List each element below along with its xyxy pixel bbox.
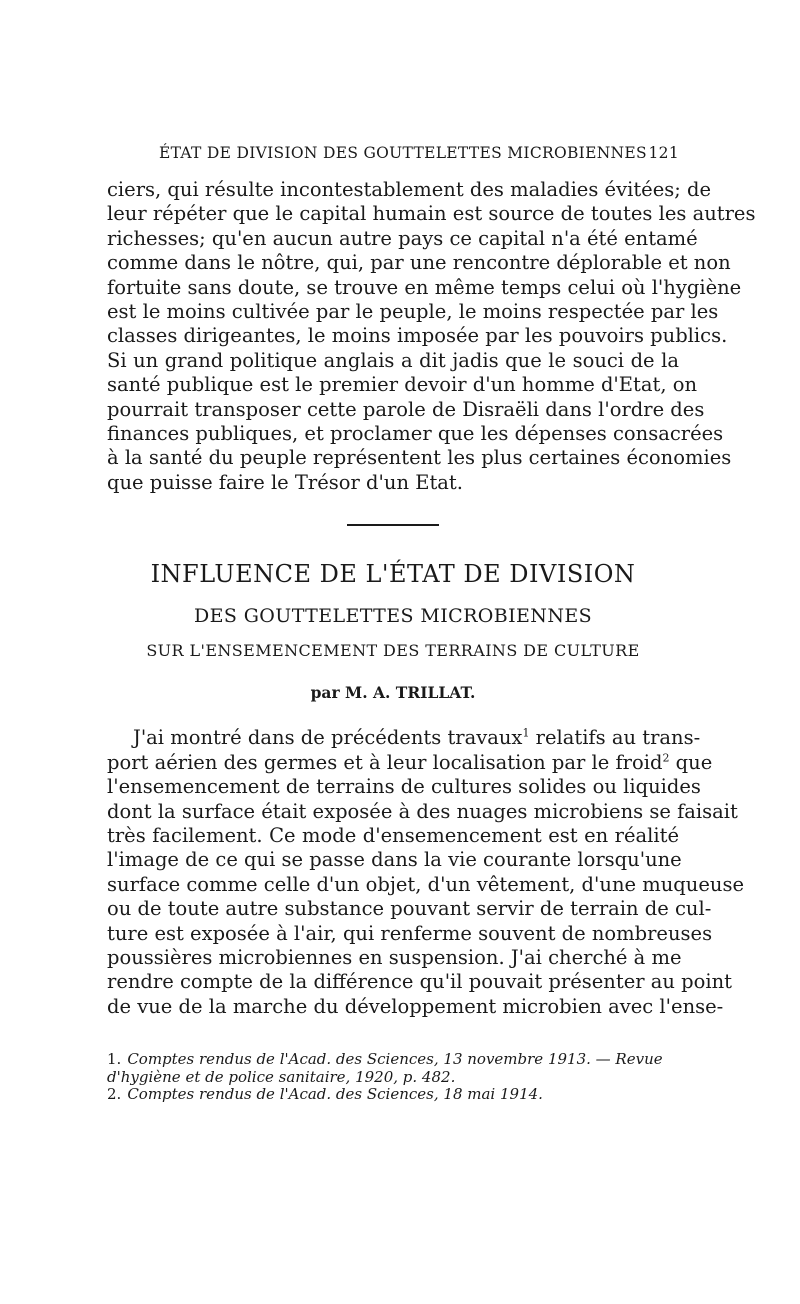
article-subtitle: DES GOUTTELETTES MICROBIENNES bbox=[193, 605, 593, 628]
text-line: est le moins cultivée par le peuple, le moins respectée par les bbox=[107, 300, 719, 324]
footnote-ref: 1 bbox=[522, 726, 530, 740]
footnotes bbox=[107, 1051, 679, 1104]
text-line: très facilement. Ce mode d'ensemencement est en réalité bbox=[107, 823, 679, 847]
text-line: Si un grand politique anglais a dit jadis que le souci de la bbox=[107, 348, 679, 372]
text-line: ou de toute autre substance pouvant servir de terrain de cul- bbox=[107, 897, 712, 921]
text-line bbox=[107, 750, 713, 775]
second-paragraph bbox=[107, 726, 744, 1019]
text-fragment: relatifs au trans- bbox=[529, 726, 701, 750]
text-line bbox=[107, 726, 701, 750]
footnote-number: 2. bbox=[107, 1085, 122, 1104]
text-line: fortuite sans doute, se trouve en même temps celui où l'hygiène bbox=[107, 275, 742, 299]
text-line: dont la surface était exposée à des nuages microbiens se faisait bbox=[107, 799, 738, 823]
text-line: leur répéter que le capital humain est source de toutes les autres bbox=[107, 202, 756, 226]
text-line: que puisse faire le Trésor d'un Etat. bbox=[107, 470, 463, 494]
text-line: finances publiques, et proclamer que les dépenses consacrées bbox=[107, 422, 724, 446]
section-separator-rule bbox=[347, 524, 439, 526]
text-line: ciers, qui résulte incontestablement des maladies évitées; de bbox=[107, 178, 712, 201]
text-fragment: port aérien des germes et à leur localisation par le froid bbox=[107, 750, 663, 774]
text-line: pourrait transposer cette parole de Disraëli dans l'ordre des bbox=[107, 397, 705, 421]
footnote-text: Comptes rendus de l'Acad. des Sciences, 18 mai 1914. bbox=[127, 1085, 543, 1104]
text-line: poussières microbiennes en suspension. J'ai cherché à me bbox=[107, 945, 682, 969]
footnote-number: 1. bbox=[107, 1050, 122, 1069]
running-head-title: ÉTAT DE DIVISION DES GOUTTELETTES MICROBIENNES bbox=[159, 144, 647, 162]
article-subtitle-2: SUR L'ENSEMENCEMENT DES TERRAINS DE CULTURE bbox=[146, 641, 640, 661]
text-line: comme dans le nôtre, qui, par une rencontre déplorable et non bbox=[107, 251, 731, 275]
book-page bbox=[107, 144, 756, 1104]
text-fragment: J'ai montré dans de précédents travaux bbox=[133, 726, 523, 750]
first-paragraph bbox=[107, 178, 756, 495]
text-line: à la santé du peuple représentent les plus certaines économies bbox=[107, 446, 732, 470]
text-line: richesses; qu'en aucun autre pays ce capital n'a été entamé bbox=[107, 226, 698, 250]
footnote-text: d'hygiène et de police sanitaire, 1920, p. 482. bbox=[107, 1067, 456, 1086]
text-line: de vue de la marche du développement microbien avec l'ense- bbox=[107, 994, 724, 1018]
footnote-1 bbox=[107, 1051, 679, 1069]
footnote-text: Comptes rendus de l'Acad. des Sciences, 13 novembre 1913. — Revue bbox=[127, 1050, 663, 1069]
text-line: rendre compte de la différence qu'il pouvait présenter au point bbox=[107, 970, 732, 994]
footnote-2 bbox=[107, 1086, 679, 1104]
running-head bbox=[107, 144, 679, 170]
text-line: l'ensemencement de terrains de cultures solides ou liquides bbox=[107, 775, 701, 799]
text-line: classes dirigeantes, le moins imposée par les pouvoirs publics. bbox=[107, 324, 728, 348]
text-line: surface comme celle d'un objet, d'un vêtement, d'une muqueuse bbox=[107, 872, 744, 896]
text-line: l'image de ce qui se passe dans la vie courante lorsqu'une bbox=[107, 848, 682, 872]
text-fragment: que bbox=[669, 750, 713, 774]
text-line: santé publique est le premier devoir d'un homme d'Etat, on bbox=[107, 373, 698, 397]
footnote-ref: 2 bbox=[662, 751, 670, 765]
article-author: par M. A. TRILLAT. bbox=[310, 683, 476, 703]
page-number: 121 bbox=[648, 144, 679, 162]
text-line: ture est exposée à l'air, qui renferme souvent de nombreuses bbox=[107, 921, 713, 945]
footnote-1-continuation bbox=[107, 1069, 679, 1087]
article-title: INFLUENCE DE L'ÉTAT DE DIVISION bbox=[150, 560, 636, 589]
